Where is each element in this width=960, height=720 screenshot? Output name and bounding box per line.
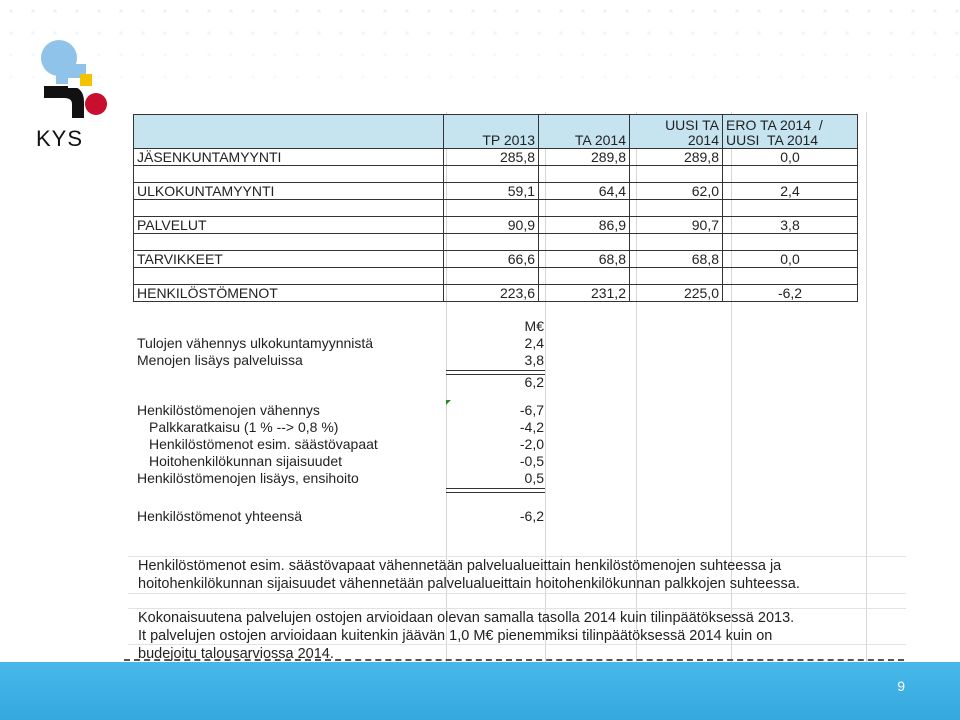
row-label: HENKILÖSTÖMENOT	[134, 285, 444, 302]
table-row	[134, 217, 858, 234]
calc-value: -2,0	[519, 436, 544, 452]
row-label: TARVIKKEET	[134, 251, 444, 268]
table-row-blank	[134, 268, 858, 285]
table-header-cell: TA 2014	[539, 115, 630, 149]
cell-tp2013: 66,6	[444, 251, 539, 268]
cell-ta2014: 64,4	[539, 183, 630, 200]
calc-value: 2,4	[524, 335, 544, 351]
table-header-row	[134, 115, 858, 149]
calc-label: Hoitohenkilökunnan sijaisuudet	[149, 453, 343, 469]
gridline	[866, 112, 867, 664]
table-header-cell	[134, 115, 444, 149]
cell-ta2014: 289,8	[539, 149, 630, 166]
calc-value: 0,5	[524, 470, 544, 486]
calc-label: Palkkaratkaisu (1 % --> 0,8 %)	[149, 419, 339, 435]
table-header-cell: UUSI TA 2014	[630, 115, 723, 149]
gridline	[128, 608, 906, 609]
table-row-blank	[134, 200, 858, 217]
row-label: PALVELUT	[134, 217, 444, 234]
cell-tp2013: 285,8	[444, 149, 539, 166]
calc-value: 3,8	[524, 352, 544, 368]
row-label: JÄSENKUNTAMYYNTI	[134, 149, 444, 166]
cell-uusi: 90,7	[630, 217, 723, 234]
cell-uusi: 225,0	[630, 285, 723, 302]
cell-ero: 0,0	[723, 149, 858, 166]
calc-label: Henkilöstömenojen lisäys, ensihoito	[137, 470, 359, 486]
calc-value: -4,2	[519, 419, 544, 435]
table-row	[134, 251, 858, 268]
note-line: Henkilöstömenot esim. säästövapaat vähennetään palvelualueittain henkilöstömenojen suhteessa ja	[138, 558, 782, 574]
table-header-cell: TP 2013	[444, 115, 539, 149]
cell-ero: 2,4	[723, 183, 858, 200]
cell-uusi: 68,8	[630, 251, 723, 268]
calc-label: Henkilöstömenot yhteensä	[137, 508, 302, 524]
table-header-cell: ERO TA 2014 / UUSI TA 2014	[723, 115, 858, 149]
table-row	[134, 183, 858, 200]
calc-value: -6,7	[519, 402, 544, 418]
footer-bar	[0, 662, 960, 720]
cell-ero: 3,8	[723, 217, 858, 234]
page-number: 9	[897, 678, 905, 694]
page-break-line	[124, 659, 904, 661]
double-underline	[446, 488, 545, 493]
calc-label: Henkilöstömenojen vähennys	[137, 402, 320, 418]
table-row-blank	[134, 166, 858, 183]
cell-ero: 0,0	[723, 251, 858, 268]
cell-tp2013: 59,1	[444, 183, 539, 200]
note-line: Kokonaisuutena palvelujen ostojen arvioidaan olevan samalla tasolla 2014 kuin tilinpäätöksessä 2013.	[138, 610, 795, 626]
note-line: hoitohenkilökunnan sijaisuudet vähennetään palvelualueittain hoitohenkilökunnan palkkojen suhteessa.	[138, 576, 800, 592]
cell-ta2014: 86,9	[539, 217, 630, 234]
calculation-block	[128, 318, 548, 538]
table-row-blank	[134, 234, 858, 251]
background-fade	[0, 0, 960, 110]
cell-uusi: 289,8	[630, 149, 723, 166]
calc-label: Henkilöstömenot esim. säästövapaat	[149, 436, 378, 452]
table-row	[134, 149, 858, 166]
cell-comment-mark	[446, 400, 451, 405]
note-line: budejoitu talousarviossa 2014.	[138, 646, 334, 662]
calc-label: Menojen lisäys palveluissa	[137, 352, 303, 368]
gridline	[128, 556, 906, 557]
logo-text: KYS	[36, 126, 84, 151]
note-line: It palvelujen ostojen arvioidaan kuitenkin jäävän 1,0 M€ pienemmiksi tilinpäätöksessä 2014 kuin on	[138, 628, 773, 644]
cell-ta2014: 68,8	[539, 251, 630, 268]
row-label: ULKOKUNTAMYYNTI	[134, 183, 444, 200]
calc-value: -6,2	[519, 508, 544, 524]
calc-label: Tulojen vähennys ulkokuntamyynnistä	[137, 335, 374, 351]
spreadsheet	[128, 112, 906, 664]
calc-value: -0,5	[519, 453, 544, 469]
cell-tp2013: 223,6	[444, 285, 539, 302]
table-row	[134, 285, 858, 302]
calc-value: 6,2	[524, 374, 544, 390]
cell-tp2013: 90,9	[444, 217, 539, 234]
unit-label: M€	[524, 318, 544, 334]
cell-ta2014: 231,2	[539, 285, 630, 302]
cell-uusi: 62,0	[630, 183, 723, 200]
budget-table	[133, 114, 858, 302]
cell-ero: -6,2	[723, 285, 858, 302]
